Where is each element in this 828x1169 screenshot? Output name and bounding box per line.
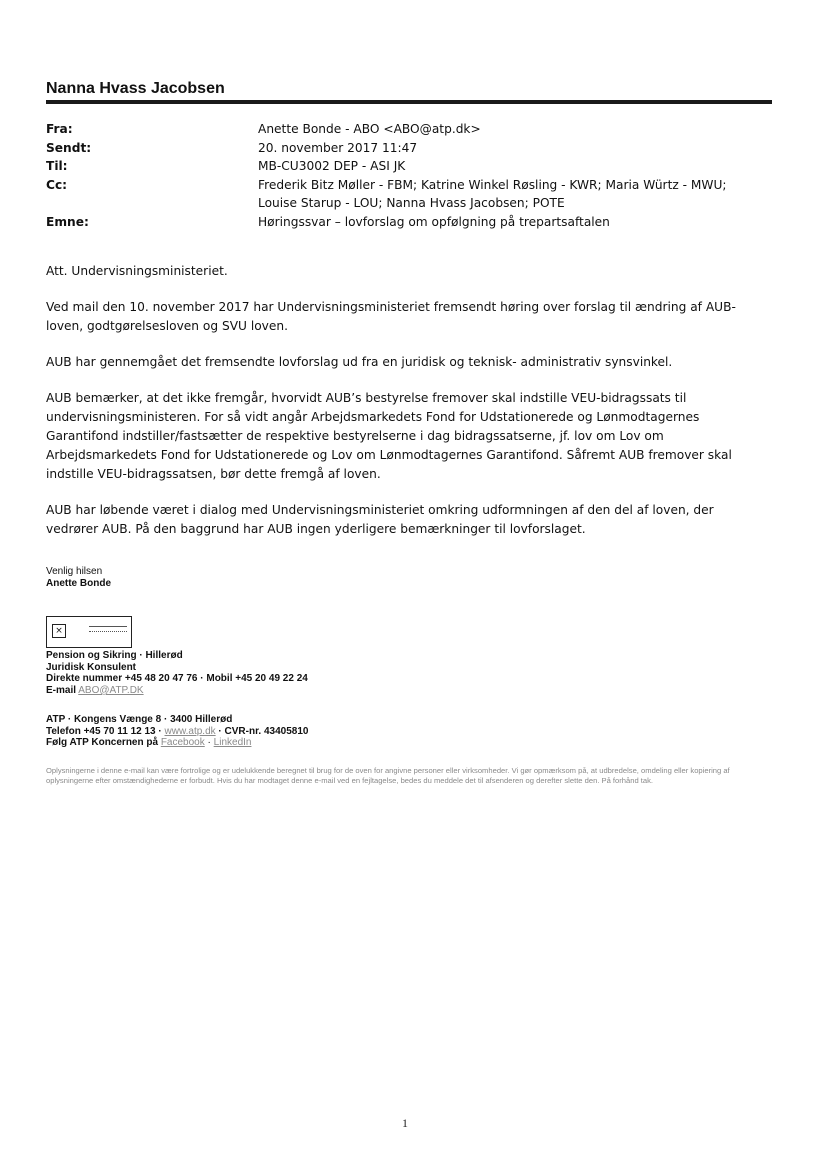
- body-paragraph-5: AUB har løbende været i dialog med Undervisningsministeriet omkring udformningen af den del af loven, der vedrører AUB. På den baggrund har AUB ingen yderligere bemærkninger til lovforslaget.: [46, 503, 714, 536]
- contact-title: Juridisk Konsulent: [46, 661, 137, 673]
- body-paragraph-3: AUB har gennemgået det fremsendte lovforslag ud fra en juridisk og teknisk- administrativ synsvinkel.: [46, 355, 673, 369]
- cc-value-line2: Louise Starup - LOU; Nanna Hvass Jacobsen; POTE: [258, 196, 565, 211]
- signature: [46, 566, 766, 590]
- contact-org: Pension og Sikring · Hillerød: [46, 650, 183, 661]
- body-paragraph-1: Att. Undervisningsministeriet.: [46, 264, 228, 278]
- broken-image-icon: ×: [52, 624, 66, 638]
- email-header: [46, 120, 786, 232]
- from-row: [46, 120, 786, 139]
- contact-phones: Direkte nummer +45 48 20 47 76 · Mobil +45 20 49 22 24: [46, 673, 308, 685]
- follow-label: Følg ATP Koncernen på: [46, 737, 159, 749]
- page-number: 1: [402, 1116, 408, 1130]
- logo-image-placeholder: [46, 616, 132, 648]
- subject-label: Emne:: [46, 214, 89, 229]
- cc-value: [258, 176, 786, 213]
- website-link[interactable]: www.atp.dk: [164, 725, 216, 737]
- company-phone: Telefon +45 70 11 12 13 ·: [46, 725, 162, 737]
- from-value: Anette Bonde - ABO <ABO@atp.dk>: [258, 122, 481, 136]
- email-label: E-mail: [46, 684, 77, 696]
- linkedin-link[interactable]: LinkedIn: [213, 737, 252, 749]
- email-body: [46, 262, 766, 556]
- signature-name: Anette Bonde: [46, 578, 111, 589]
- signature-greeting: Venlig hilsen: [46, 566, 103, 577]
- company-block: [46, 714, 308, 749]
- sent-label: Sendt:: [46, 140, 92, 155]
- contact-email-row: [46, 685, 308, 697]
- to-row: [46, 157, 786, 176]
- cc-row: [46, 176, 786, 213]
- body-paragraph-4: AUB bemærker, at det ikke fremgår, hvorvidt AUB’s bestyrelse fremover skal indstille VEU-bidragssats til undervisningsministeren. For så vidt angår Arbejdsmarkedets Fond for Udstationerede og Lønmodtagernes Garantifond indstiller/fastsætter de respektive bestyrelserne i dag bidragssatserne, jf. lov om Lov om Arbejdsmarkedets Fond for Udstationerede og Lov om Lønmodtagernes Garantifond. Såfremt AUB fremover skal indstille VEU-bidragssatsen, bør dette fremgå af loven.: [46, 391, 732, 481]
- sent-row: [46, 139, 786, 158]
- company-cvr: · CVR-nr. 43405810: [218, 725, 309, 737]
- from-label: Fra:: [46, 122, 73, 136]
- social-separator: ·: [207, 737, 211, 749]
- sender-name-heading: Nanna Hvass Jacobsen: [46, 80, 225, 97]
- contact-block: [46, 650, 308, 696]
- to-label: Til:: [46, 159, 68, 174]
- subject-row: [46, 213, 786, 232]
- sent-value: 20. november 2017 11:47: [258, 140, 418, 155]
- company-address: ATP · Kongens Vænge 8 · 3400 Hillerød: [46, 714, 233, 725]
- subject-value: Høringssvar – lovforslag om opfølgning på trepartsaftalen: [258, 214, 610, 229]
- facebook-link[interactable]: Facebook: [160, 737, 205, 749]
- logo-strip: [89, 626, 127, 632]
- email-link[interactable]: ABO@ATP.DK: [78, 684, 144, 696]
- header-rule: [46, 100, 772, 104]
- social-row: [46, 737, 308, 749]
- cc-value-line1: Frederik Bitz Møller - FBM; Katrine Winkel Røsling - KWR; Maria Würtz - MWU;: [258, 177, 727, 192]
- cc-label: Cc:: [46, 177, 68, 192]
- to-value: MB-CU3002 DEP - ASI JK: [258, 159, 406, 174]
- body-paragraph-2: Ved mail den 10. november 2017 har Undervisningsministeriet fremsendt høring over forslag til ændring af AUB-loven, godtgørelsesloven og SVU loven.: [46, 300, 736, 333]
- company-phone-row: [46, 726, 308, 738]
- disclaimer-text: Oplysningerne i denne e-mail kan være fortrolige og er udelukkende beregnet til brug for de oven for angivne personer eller virksomheder. Vi gør opmærksom på, at udbredelse, omdeling eller kopiering af oplysningerne efter omstændighederne er forbudt. Hvis du har modtaget denne e-mail ved en fejltagelse, bedes du meddele det til afsenderen og derefter slette den. På forhånd tak.: [46, 766, 730, 785]
